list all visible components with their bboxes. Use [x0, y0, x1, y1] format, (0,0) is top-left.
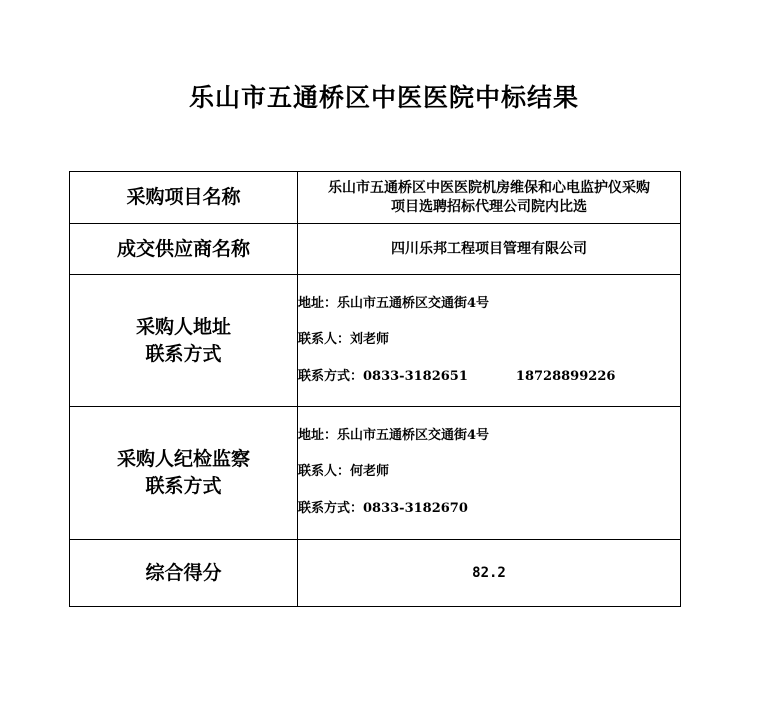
- purchaser-contact-person: 联系人：刘老师: [298, 332, 390, 347]
- page-title: 乐山市五通桥区中医医院中标结果: [188, 83, 579, 112]
- project-name-line-2: 项目选聘招标代理公司院内比选: [391, 198, 587, 215]
- project-name-value: [298, 172, 681, 224]
- purchaser-phone-landline: 联系方式：0833-3182651: [298, 369, 468, 384]
- inspection-label-line-1: 采购人纪检监察: [116, 448, 250, 470]
- table-row-inspection: [70, 407, 681, 540]
- purchaser-phone: [298, 368, 680, 386]
- supplier-name-label: 成交供应商名称: [70, 224, 298, 275]
- project-name-line-1: 乐山市五通桥区中医医院机房维保和心电监护仪采购: [328, 179, 650, 196]
- purchaser-contact-value: [298, 275, 681, 407]
- project-name-label: 采购项目名称: [70, 172, 298, 224]
- inspection-contact-person: 联系人：何老师: [298, 464, 390, 479]
- supplier-name-value: 四川乐邦工程项目管理有限公司: [298, 224, 681, 275]
- purchaser-phone-mobile: 18728899226: [515, 369, 616, 384]
- purchaser-contact-label: [70, 275, 298, 407]
- table-row-project: [70, 172, 681, 224]
- inspection-contact-label: [70, 407, 298, 540]
- table-row-purchaser: [70, 275, 681, 407]
- inspection-address: 地址：乐山市五通桥区交通街4号: [298, 428, 490, 443]
- inspection-contact-value: [298, 407, 681, 540]
- result-table: [69, 171, 681, 607]
- score-value: 82.2: [298, 540, 681, 607]
- purchaser-address: 地址：乐山市五通桥区交通街4号: [298, 296, 490, 311]
- inspection-phone: 联系方式：0833-3182670: [298, 501, 468, 516]
- table-row-score: [70, 540, 681, 607]
- inspection-label-line-2: 联系方式: [145, 475, 222, 497]
- purchaser-label-line-1: 采购人地址: [135, 315, 231, 338]
- score-label: 综合得分: [70, 540, 298, 607]
- table-row-supplier: [70, 224, 681, 275]
- purchaser-label-line-2: 联系方式: [145, 342, 222, 365]
